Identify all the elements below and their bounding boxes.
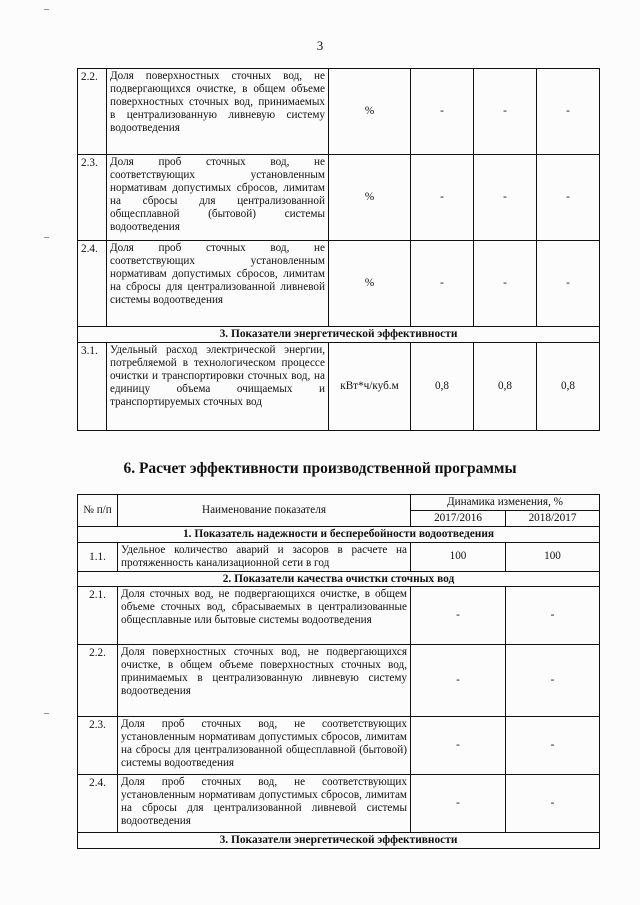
header-year: 2017/2016	[411, 510, 506, 526]
header-year: 2018/2017	[506, 510, 600, 526]
indicator-name: Доля поверхностных сточных вод, не подвергающихся очистке, в общем объеме поверхностных сточных вод, принимаемых в централизованную ливневую систему водоотведения	[107, 69, 329, 155]
scan-mark: ‒	[44, 708, 49, 719]
section-row	[78, 526, 600, 542]
indicator-name: Удельное количество аварий и засоров в расчете на протяженность канализационной сети в год	[118, 542, 411, 571]
value-cell: 100	[411, 542, 506, 571]
value-cell: -	[506, 717, 600, 775]
table-row	[78, 241, 600, 327]
section-heading: 6. Расчет эффективности производственной программы	[123, 460, 517, 477]
header-number: № п/п	[78, 495, 118, 527]
value-cell: 0,8	[474, 342, 537, 430]
value-cell: 0,8	[537, 342, 600, 430]
section-title: 3. Показатели энергетической эффективности	[78, 833, 600, 849]
row-number: 2.3.	[78, 155, 107, 241]
table-row	[78, 587, 600, 645]
indicator-name: Доля сточных вод, не подвергающихся очистке, в общем объеме сточных вод, сбрасываемых в централизованные общесплавные или бытовые системы водоотведения	[118, 587, 411, 645]
value-cell: -	[474, 241, 537, 327]
scan-mark: ‒	[44, 232, 49, 243]
header-dynamics: Динамика изменения, %	[411, 495, 600, 511]
row-number: 2.3.	[78, 717, 118, 775]
value-cell: -	[506, 775, 600, 833]
value-cell: -	[474, 69, 537, 155]
unit-cell: %	[329, 69, 411, 155]
value-cell: -	[411, 69, 474, 155]
section-title: 1. Показатель надежности и бесперебойности водоотведения	[78, 526, 600, 542]
row-number: 1.1.	[78, 542, 118, 571]
scan-mark: ‒	[44, 4, 49, 15]
row-number: 2.1.	[78, 587, 118, 645]
value-cell: -	[411, 645, 506, 717]
indicator-name: Удельный расход электрической энергии, потребляемой в технологическом процессе очистки и транспортировки сточных вод, на единицу объема очищаемых и транспортируемых сточных вод	[107, 342, 329, 430]
value-cell: -	[506, 645, 600, 717]
table-row	[78, 155, 600, 241]
value-cell: -	[537, 241, 600, 327]
row-number: 2.2.	[78, 69, 107, 155]
value-cell: -	[474, 155, 537, 241]
value-cell: 100	[506, 542, 600, 571]
header-row	[78, 495, 600, 511]
value-cell: -	[506, 587, 600, 645]
section-row	[78, 571, 600, 587]
indicators-table-continued	[77, 68, 600, 431]
table-row	[78, 645, 600, 717]
table-row	[78, 342, 600, 430]
section-title: 3. Показатели энергетической эффективности	[78, 327, 600, 343]
unit-cell: кВт*ч/куб.м	[329, 342, 411, 430]
row-number: 2.4.	[78, 775, 118, 833]
unit-cell: %	[329, 241, 411, 327]
row-number: 2.4.	[78, 241, 107, 327]
table-row	[78, 542, 600, 571]
section-row	[78, 833, 600, 849]
row-number: 3.1.	[78, 342, 107, 430]
table-row	[78, 775, 600, 833]
section-title: 2. Показатели качества очистки сточных вод	[78, 571, 600, 587]
value-cell: -	[411, 717, 506, 775]
section-row	[78, 327, 600, 343]
indicator-name: Доля проб сточных вод, не соответствующих установленным нормативам допустимых сбросов, лимитам на сбросы для централизованной общесплавной (бытовой) системы водоотведения	[118, 717, 411, 775]
table-row	[78, 717, 600, 775]
unit-cell: %	[329, 155, 411, 241]
value-cell: -	[411, 241, 474, 327]
indicator-name: Доля проб сточных вод, не соответствующих установленным нормативам допустимых сбросов, лимитам на сбросы для централизованной общесплавной (бытовой) системы водоотведения	[107, 155, 329, 241]
efficiency-table	[77, 494, 600, 849]
value-cell: -	[411, 155, 474, 241]
row-number: 2.2.	[78, 645, 118, 717]
value-cell: -	[411, 587, 506, 645]
indicator-name: Доля проб сточных вод, не соответствующих установленным нормативам допустимых сбросов, лимитам на сбросы для централизованной ливневой системы водоотведения	[118, 775, 411, 833]
table-row	[78, 69, 600, 155]
header-name: Наименование показателя	[118, 495, 411, 527]
value-cell: -	[411, 775, 506, 833]
value-cell: 0,8	[411, 342, 474, 430]
page-number: 3	[316, 38, 324, 53]
indicator-name: Доля поверхностных сточных вод, не подвергающихся очистке, в общем объеме поверхностных сточных вод, принимаемых в централизованную ливневую систему водоотведения	[118, 645, 411, 717]
value-cell: -	[537, 155, 600, 241]
value-cell: -	[537, 69, 600, 155]
indicator-name: Доля проб сточных вод, не соответствующих установленным нормативам допустимых сбросов, лимитам на сбросы для централизованной ливневой системы водоотведения	[107, 241, 329, 327]
